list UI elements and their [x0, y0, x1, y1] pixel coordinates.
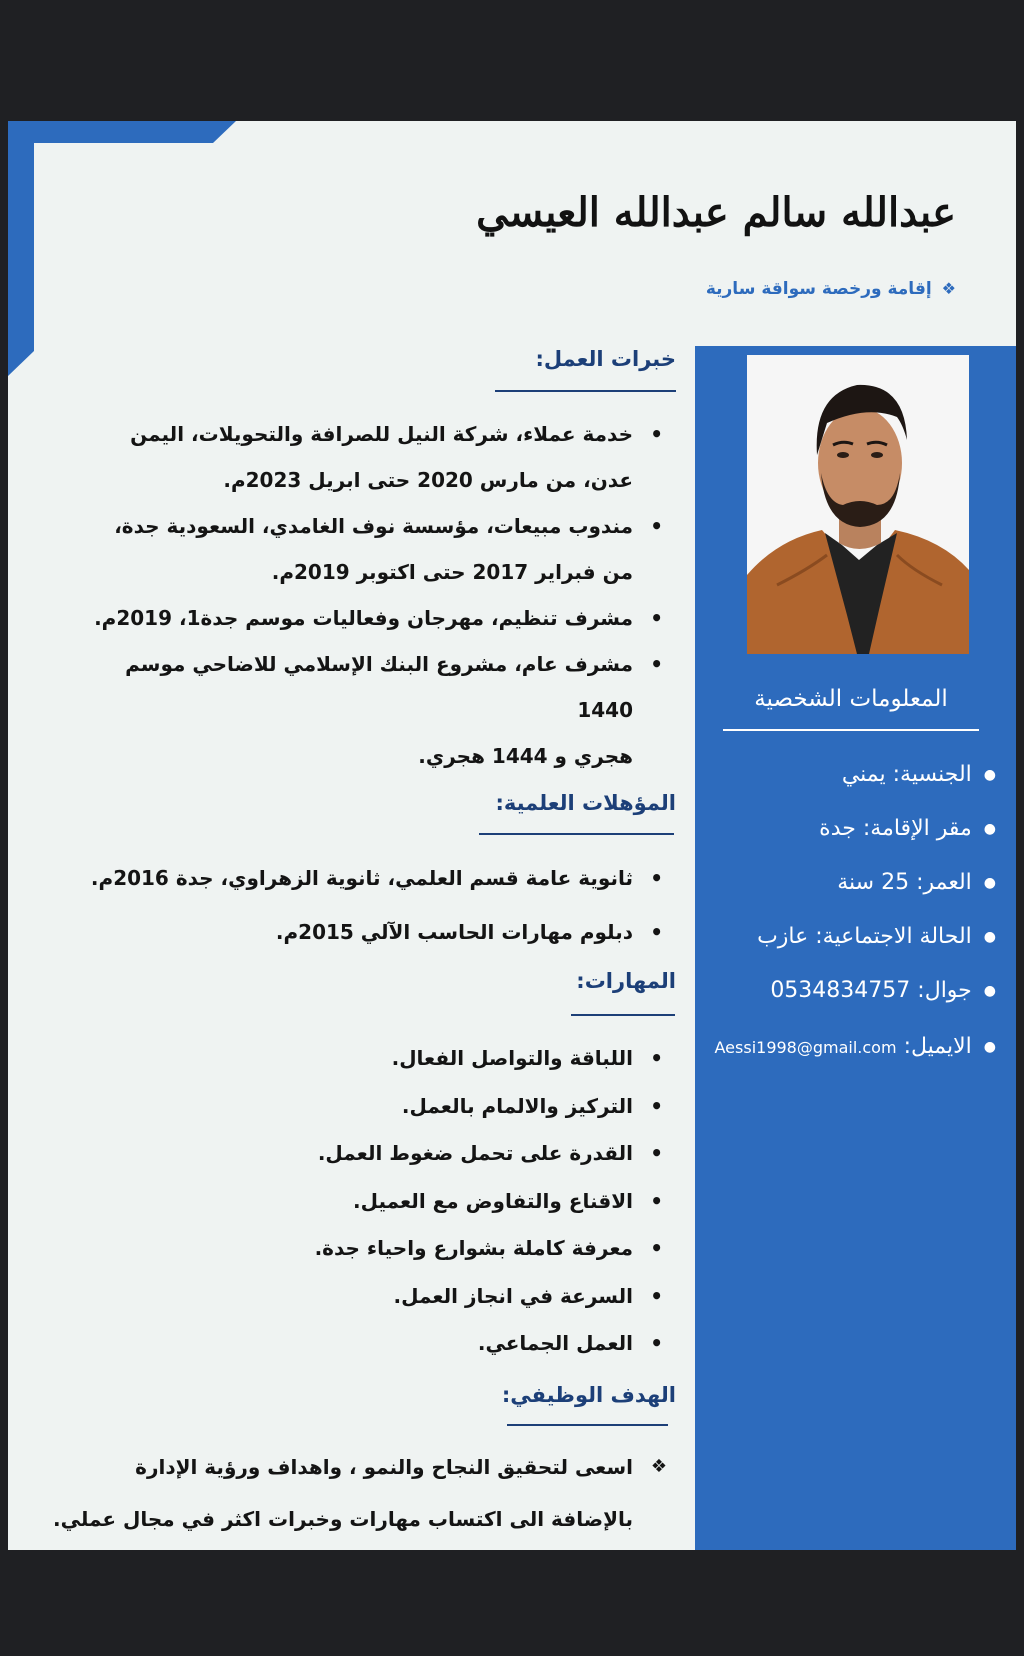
candidate-name: عبدالله سالم عبدالله العيسي: [476, 189, 956, 236]
experience-item-line: مشرف عام، مشروع البنك الإسلامي للاضاحي موسم 1440: [125, 652, 633, 722]
phone-label: جوال:: [917, 978, 972, 1003]
experience-item: [71, 641, 671, 779]
skills-list: [71, 1035, 671, 1368]
skill-item: • العمل الجماعي.: [71, 1320, 671, 1368]
skill-item: • التركيز والالمام بالعمل.: [71, 1083, 671, 1131]
profile-photo: [747, 355, 969, 654]
resume-page: [8, 121, 1016, 1550]
education-title: المؤهلات العلمية:: [495, 791, 676, 815]
bullet-icon: ●: [983, 1039, 996, 1055]
diamond-bullet-icon: ❖: [941, 279, 956, 298]
bullet-icon: ●: [983, 929, 996, 945]
objective-list: [41, 1441, 671, 1545]
experience-item-line: مشرف تنظيم، مهرجان وفعاليات موسم جدة1، 2019م.: [94, 606, 633, 630]
experience-item-line: من فبراير 2017 حتى اكتوبر 2019م.: [271, 560, 633, 584]
residency-note: [706, 279, 956, 299]
bullet-icon: ●: [983, 875, 996, 891]
phone-row: [770, 978, 996, 1003]
marital-status-row: [757, 924, 996, 949]
education-item: • ثانوية عامة قسم العلمي، ثانوية الزهراوي، جدة 2016م.: [71, 851, 671, 905]
email-row: [715, 1034, 996, 1059]
email-value: Aessi1998@gmail.com: [714, 1038, 897, 1057]
marital-status-value: عازب: [757, 924, 809, 949]
objective-line: بالإضافة الى اكتساب مهارات وخبرات اكثر في مجال عملي.: [53, 1507, 633, 1531]
email-label: الايميل:: [903, 1034, 972, 1059]
residency-text: إقامة ورخصة سواقة سارية: [705, 279, 932, 299]
skills-divider: [571, 1014, 675, 1016]
residence-row: [819, 816, 996, 841]
experience-item-line: مندوب مبيعات، مؤسسة نوف الغامدي، السعودية جدة،: [114, 514, 633, 538]
education-item: • دبلوم مهارات الحاسب الآلي 2015م.: [71, 905, 671, 959]
bullet-icon: ●: [983, 767, 996, 783]
skill-item: • السرعة في انجاز العمل.: [71, 1273, 671, 1321]
bullet-icon: ●: [983, 983, 996, 999]
nationality-label: الجنسية:: [892, 762, 972, 787]
experience-list: [71, 411, 671, 779]
experience-title: خبرات العمل:: [535, 347, 676, 371]
experience-item: [71, 503, 671, 595]
objective-divider: [507, 1424, 668, 1426]
age-label: العمر:: [916, 870, 972, 895]
experience-item-line: هجري و 1444 هجري.: [418, 744, 633, 768]
objective-item: [41, 1441, 671, 1545]
corner-ribbon-decoration: [8, 121, 238, 381]
personal-info-title: المعلومات الشخصية: [754, 686, 948, 712]
experience-item-line: خدمة عملاء، شركة النيل للصرافة والتحويلات، اليمن: [130, 422, 633, 446]
nationality-value: يمني: [841, 762, 886, 787]
education-divider: [479, 833, 674, 835]
skill-item: • معرفة كاملة بشوارع واحياء جدة.: [71, 1225, 671, 1273]
marital-status-label: الحالة الاجتماعية:: [815, 924, 972, 949]
age-row: [837, 870, 996, 895]
experience-divider: [495, 390, 676, 392]
bullet-icon: ●: [983, 821, 996, 837]
nationality-row: [842, 762, 996, 787]
skill-item: • الاقناع والتفاوض مع العميل.: [71, 1178, 671, 1226]
skills-title: المهارات:: [576, 969, 676, 993]
experience-item-line: عدن، من مارس 2020 حتى ابريل 2023م.: [223, 468, 633, 492]
phone-value: 0534834757: [770, 978, 911, 1003]
residence-label: مقر الإقامة:: [862, 816, 972, 841]
age-value: 25 سنة: [837, 870, 910, 895]
skill-item: • اللباقة والتواصل الفعال.: [71, 1035, 671, 1083]
objective-title: الهدف الوظيفي:: [501, 1383, 676, 1407]
experience-item: [71, 595, 671, 641]
objective-line: اسعى لتحقيق النجاح والنمو ، واهداف ورؤية الإدارة: [135, 1455, 633, 1479]
skill-item: • القدرة على تحمل ضغوط العمل.: [71, 1130, 671, 1178]
experience-item: [71, 411, 671, 503]
education-list: [71, 851, 671, 959]
personal-info-sidebar: [695, 346, 1016, 1550]
personal-info-divider: [723, 729, 979, 731]
residence-value: جدة: [819, 816, 856, 841]
